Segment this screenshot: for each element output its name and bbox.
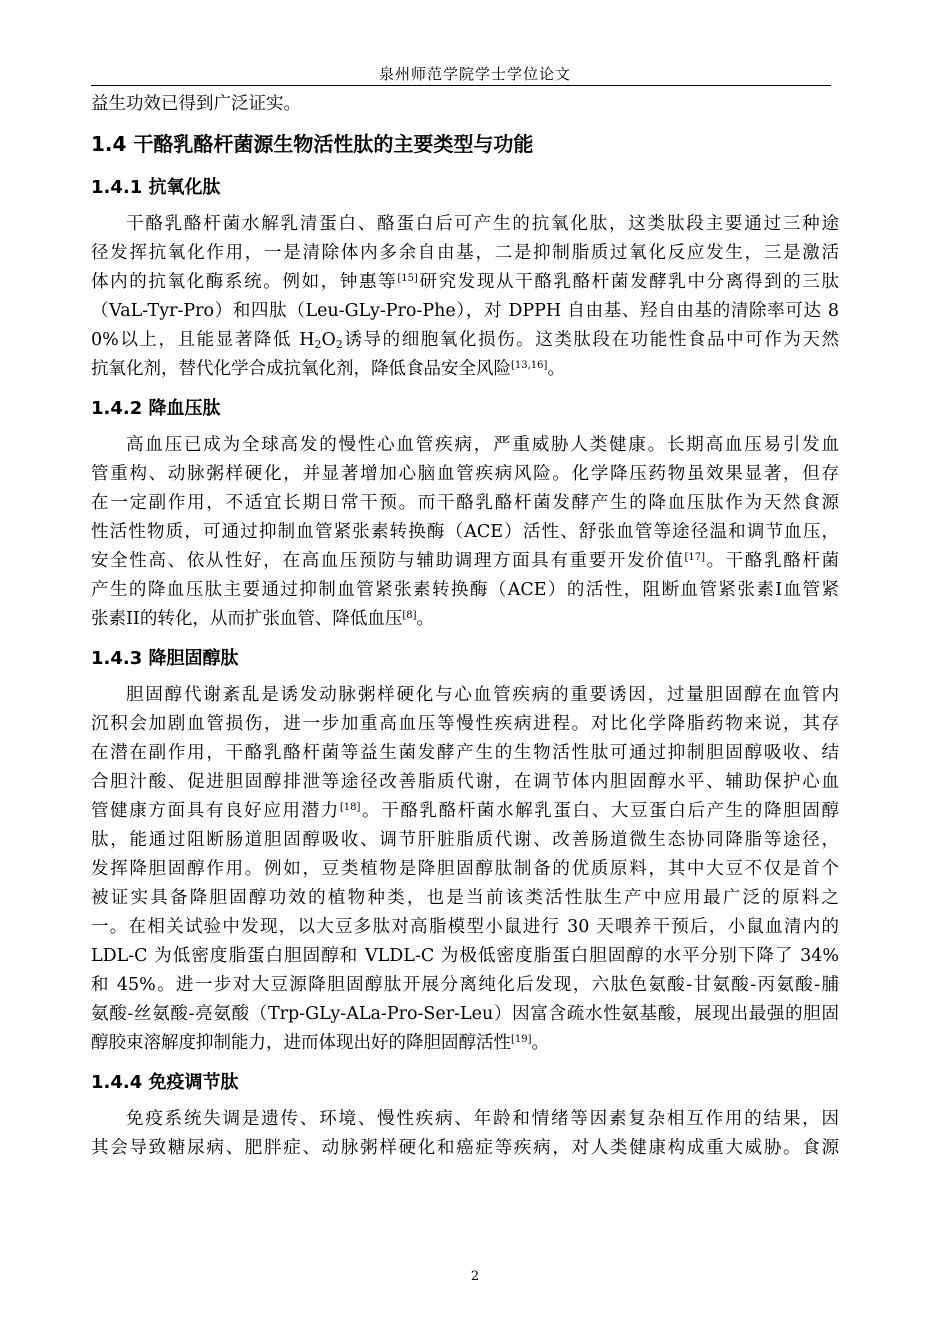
subsection-heading-1-4-1: 1.4.1 抗氧化肽 [91,177,221,198]
section-heading-1-4: 1.4 干酪乳酪杆菌源生物活性肽的主要类型与功能 [91,132,534,156]
text-segment: O [321,330,336,350]
paragraph-immunomodulatory [91,1105,839,1163]
text-line: 合胆汁酸、促进胆固醇排泄等途径改善脂质代谢，在调节体内胆固醇水平、辅助保护心血 [91,772,839,792]
text-line [91,326,839,355]
citation: [19] [511,1034,532,1045]
subsection-heading-1-4-2: 1.4.2 降血压肽 [91,398,221,419]
page-body [91,90,839,1163]
subsection-heading-1-4-3: 1.4.3 降胆固醇肽 [91,648,239,669]
text-segment: 诱导的细胞氧化损伤。这类肽段在功能性食品中可作为天然 [342,330,839,350]
text-line: 一。在相关试验中发现，以大豆多肽对高脂模型小鼠进行 30 天喂养干预后，小鼠血清内的 [91,917,839,937]
text-line: 产生的降血压肽主要通过抑制血管紧张素转换酶（ACE）的活性，阻断血管紧张素I血管紧 [91,580,839,600]
paragraph-cholesterol [91,681,839,1058]
text-segment: 抗氧化剂，替代化学合成抗氧化剂，降低食品安全风险 [91,359,511,379]
citation: [13,16] [511,360,548,371]
text-line: 在一定副作用，不适宜长期日常干预。而干酪乳酪杆菌发酵产生的降血压肽作为天然食源 [91,493,839,513]
text-segment: 。 [416,609,434,629]
text-line: 肽，能通过阻断肠道胆固醇吸收、调节肝脏脂质代谢、改善肠道微生态协同降脂等途径， [91,830,839,850]
text-segment: 。干酪乳酪杆菌 [705,551,840,571]
citation: [8] [402,610,417,621]
text-line: 和 45%。进一步对大豆源降胆固醇肽开展分离纯化后发现，六肽色氨酸-甘氨酸-丙氨酸-脯 [91,975,839,995]
text-line [91,547,839,576]
intro-line: 益生功效已得到广泛证实。 [91,94,301,114]
text-line: 发挥降胆固醇作用。例如，豆类植物是降胆固醇肽制备的优质原料，其中大豆不仅是首个 [91,859,839,879]
text-line: LDL-C 为低密度脂蛋白胆固醇和 VLDL-C 为极低密度脂蛋白胆固醇的水平分别下降了 34% [91,946,839,966]
text-line [91,1029,839,1058]
header-rule [91,85,831,86]
text-segment: 安全性高、依从性好，在高血压预防与辅助调理方面具有重要开发价值 [91,551,685,571]
text-line: 免疫系统失调是遗传、环境、慢性疾病、年龄和情绪等因素复杂相互作用的结果，因 [126,1109,839,1129]
text-line: 其会导致糖尿病、肥胖症、动脉粥样硬化和癌症等疾病，对人类健康构成重大威胁。食源 [91,1138,839,1158]
text-segment: 张素II的转化，从而扩张血管、降低血压 [91,609,403,629]
text-line: （VaL-Tyr-Pro）和四肽（Leu-GLy-Pro-Phe），对 DPPH 自由基、羟自由基的清除率可达 8 [91,301,839,321]
paragraph-antihypertensive [91,431,839,634]
text-line: 干酪乳酪杆菌水解乳清蛋白、酪蛋白后可产生的抗氧化肽，这类肽段主要通过三种途 [126,214,839,234]
text-segment: 。干酪乳酪杆菌水解乳蛋白、大豆蛋白后产生的降胆固醇 [360,801,840,821]
text-segment: 醇胶束溶解度抑制能力，进而体现出好的降胆固醇活性 [91,1033,511,1053]
subsection-heading-1-4-4: 1.4.4 免疫调节肽 [91,1072,239,1093]
text-line: 沉积会加剧血管损伤，进一步加重高血压等慢性疾病进程。对比化学降脂药物来说，其存 [91,714,839,734]
text-line: 被证实具备降胆固醇功效的植物种类，也是当前该类活性肽生产中应用最广泛的原料之 [91,888,839,908]
text-line: 径发挥抗氧化作用，一是清除体内多余自由基，二是抑制脂质过氧化反应发生，三是激活 [91,243,839,263]
citation: [18] [339,802,361,813]
text-line: 高血压已成为全球高发的慢性心血管疾病，严重威胁人类健康。长期高血压易引发血 [126,435,839,455]
text-line: 管重构、动脉粥样硬化，并显著增加心脑血管疾病风险。化学降压药物虽效果显著，但存 [91,464,839,484]
text-segment: 0%以上，且能显著降低 H [91,330,315,350]
text-line [91,355,839,384]
text-line [91,268,839,297]
citation: [15] [397,273,418,284]
text-segment: 。 [547,359,565,379]
text-line: 胆固醇代谢紊乱是诱发动脉粥样硬化与心血管疾病的重要诱因，过量胆固醇在血管内 [126,685,839,705]
text-segment: 。 [531,1033,550,1053]
text-line [91,605,839,634]
text-line: 性活性物质，可通过抑制血管紧张素转换酶（ACE）活性、舒张血管等途径温和调节血压， [91,522,839,542]
subscript: 2 [314,338,322,351]
text-segment: 管健康方面具有良好应用潜力 [91,801,340,821]
text-line: 在潜在副作用，干酪乳酪杆菌等益生菌发酵产生的生物活性肽可通过抑制胆固醇吸收、结 [91,743,839,763]
running-header: 泉州师范学院学士学位论文 [378,65,571,83]
page-number: 2 [470,1269,480,1284]
text-segment: 体内的抗氧化酶系统。例如，钟惠等 [91,272,398,292]
subscript: 2 [335,338,343,351]
paragraph-antioxidant [91,210,839,384]
text-line [91,797,839,826]
citation: [17] [684,552,705,563]
text-line: 氨酸-丝氨酸-亮氨酸（Trp-GLy-ALa-Pro-Ser-Leu）因富含疏水性氨基酸，展现出最强的胆固 [91,1004,839,1024]
text-segment: 研究发现从干酪乳酪杆菌发酵乳中分离得到的三肽 [417,272,840,292]
